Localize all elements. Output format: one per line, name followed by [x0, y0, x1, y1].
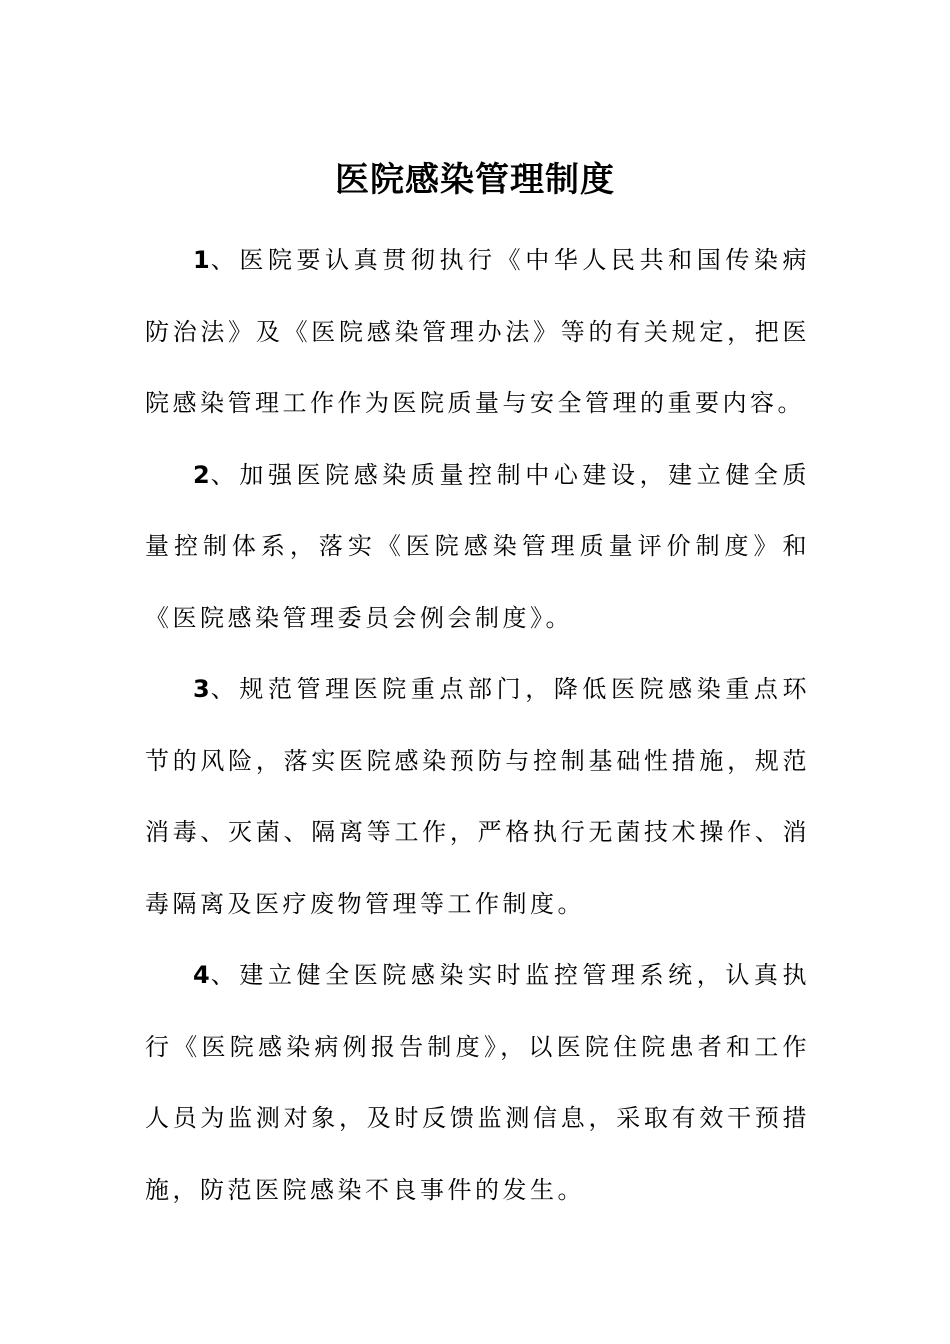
paragraph-number: 3 — [193, 675, 210, 703]
paragraph-2 — [145, 440, 810, 655]
paragraph-number: 4 — [193, 961, 210, 989]
page-title: 医院感染管理制度 — [335, 160, 615, 200]
document-body — [145, 225, 810, 1226]
paragraph-text: 、建立健全医院感染实时监控管理系统，认真执行《医院感染病例报告制度》，以医院住院患者和工作人员为监测对象，及时反馈监测信息，采取有效干预措施，防范医院感染不良事件的发生。 — [145, 961, 810, 1204]
paragraph-4 — [145, 940, 810, 1226]
paragraph-3 — [145, 654, 810, 940]
paragraph-number: 2 — [193, 460, 210, 489]
paragraph-text: 、规范管理医院重点部门，降低医院感染重点环节的风险，落实医院感染预防与控制基础性措施，规范消毒、灭菌、隔离等工作，严格执行无菌技术操作、消毒隔离及医疗废物管理等工作制度。 — [145, 675, 810, 918]
paragraph-text: 、加强医院感染质量控制中心建设，建立健全质量控制体系，落实《医院感染管理质量评价制度》和《医院感染管理委员会例会制度》。 — [145, 460, 810, 632]
paragraph-number: 1 — [193, 246, 210, 274]
paragraph-text: 、医院要认真贯彻执行《中华人民共和国传染病防治法》及《医院感染管理办法》等的有关规定，把医院感染管理工作作为医院质量与安全管理的重要内容。 — [145, 246, 810, 417]
paragraph-1 — [145, 225, 810, 440]
